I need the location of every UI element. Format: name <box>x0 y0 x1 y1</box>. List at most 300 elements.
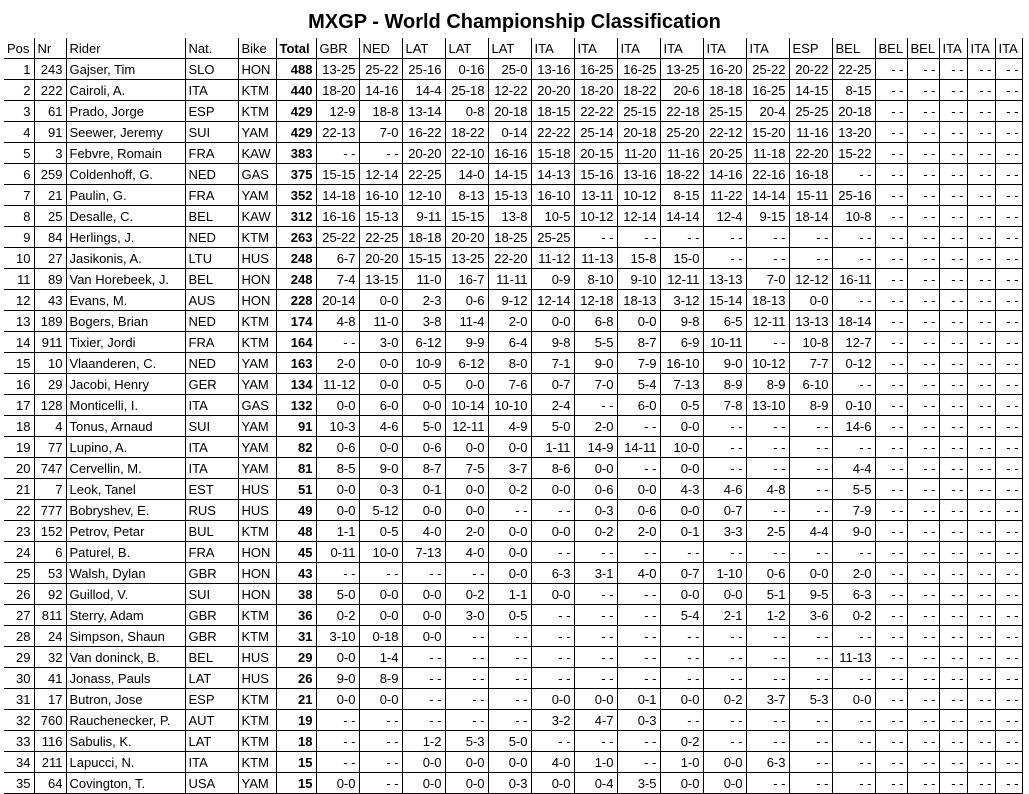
result-cell: - - <box>995 500 1022 521</box>
result-cell: 0-16 <box>445 59 488 80</box>
result-cell: - - <box>488 626 531 647</box>
result-cell: 9-9 <box>445 332 488 353</box>
result-cell: - - <box>746 668 789 689</box>
result-cell: - - <box>746 500 789 521</box>
result-cell: 8-5 <box>316 458 359 479</box>
total-cell: 352 <box>276 185 316 206</box>
position-cell: 35 <box>4 773 34 794</box>
result-cell: 8-9 <box>746 374 789 395</box>
result-cell: - - <box>617 416 660 437</box>
result-cell: 7-9 <box>617 353 660 374</box>
result-cell: 0-4 <box>574 773 617 794</box>
result-cell: 4-6 <box>359 416 402 437</box>
nation-cell: SUI <box>185 584 238 605</box>
result-cell: - - <box>832 437 875 458</box>
result-cell: - - <box>995 773 1022 794</box>
result-cell: 14-14 <box>660 206 703 227</box>
result-cell: 0-0 <box>703 752 746 773</box>
bike-cell: KTM <box>238 311 276 332</box>
result-cell: - - <box>316 752 359 773</box>
result-cell: 10-14 <box>445 395 488 416</box>
table-row <box>4 437 1022 458</box>
table-row <box>4 542 1022 563</box>
result-cell: 18-14 <box>789 206 832 227</box>
result-cell: - - <box>402 668 445 689</box>
bike-cell: YAM <box>238 122 276 143</box>
result-cell: 0-0 <box>402 500 445 521</box>
result-cell: 10-11 <box>703 332 746 353</box>
result-cell: - - <box>939 227 967 248</box>
result-cell: 4-0 <box>531 752 574 773</box>
result-cell: - - <box>875 416 907 437</box>
result-cell: 20-20 <box>359 248 402 269</box>
result-cell: 0-0 <box>316 479 359 500</box>
nation-cell: NED <box>185 164 238 185</box>
result-cell: 0-0 <box>789 290 832 311</box>
result-cell: - - <box>832 668 875 689</box>
rider-cell: Van doninck, B. <box>66 647 185 668</box>
nation-cell: ITA <box>185 395 238 416</box>
result-cell: - - <box>660 227 703 248</box>
result-cell: - - <box>939 206 967 227</box>
result-cell: 22-16 <box>746 164 789 185</box>
result-cell: 10-9 <box>402 353 445 374</box>
result-cell: - - <box>617 605 660 626</box>
table-row <box>4 143 1022 164</box>
result-cell: - - <box>995 542 1022 563</box>
result-cell: 13-15 <box>359 269 402 290</box>
rider-cell: Paturel, B. <box>66 542 185 563</box>
number-cell: 222 <box>34 80 66 101</box>
number-cell: 811 <box>34 605 66 626</box>
total-cell: 163 <box>276 353 316 374</box>
result-cell: 0-5 <box>402 374 445 395</box>
result-cell: 7-0 <box>574 374 617 395</box>
result-cell: - - <box>967 185 995 206</box>
result-cell: - - <box>488 647 531 668</box>
result-cell: 16-10 <box>359 185 402 206</box>
result-cell: - - <box>995 752 1022 773</box>
result-cell: 0-0 <box>445 374 488 395</box>
number-cell: 61 <box>34 101 66 122</box>
bike-cell: HON <box>238 290 276 311</box>
result-cell: 15-20 <box>746 122 789 143</box>
result-cell: - - <box>907 731 939 752</box>
result-cell: - - <box>789 542 832 563</box>
result-cell: 2-0 <box>316 353 359 374</box>
result-cell: 0-0 <box>617 479 660 500</box>
result-cell: 4-3 <box>660 479 703 500</box>
total-cell: 174 <box>276 311 316 332</box>
result-cell: 1-2 <box>402 731 445 752</box>
result-cell: 25-15 <box>703 101 746 122</box>
result-cell: 22-20 <box>488 248 531 269</box>
result-cell: 20-14 <box>316 290 359 311</box>
result-cell: 0-10 <box>832 395 875 416</box>
number-cell: 84 <box>34 227 66 248</box>
result-cell: - - <box>402 563 445 584</box>
result-cell: 4-6 <box>703 479 746 500</box>
result-cell: - - <box>359 143 402 164</box>
result-cell: 0-0 <box>359 689 402 710</box>
rider-cell: Desalle, C. <box>66 206 185 227</box>
rider-cell: Evans, M. <box>66 290 185 311</box>
number-cell: 89 <box>34 269 66 290</box>
column-header: ITA <box>703 38 746 59</box>
table-row <box>4 752 1022 773</box>
result-cell: - - <box>789 710 832 731</box>
result-cell: - - <box>907 101 939 122</box>
number-cell: 911 <box>34 332 66 353</box>
result-cell: - - <box>875 773 907 794</box>
result-cell: 3-12 <box>660 290 703 311</box>
result-cell: 20-18 <box>488 101 531 122</box>
result-cell: - - <box>617 626 660 647</box>
result-cell: 15-15 <box>402 248 445 269</box>
result-cell: 0-0 <box>359 353 402 374</box>
rider-cell: Walsh, Dylan <box>66 563 185 584</box>
result-cell: - - <box>832 164 875 185</box>
nation-cell: ESP <box>185 689 238 710</box>
rider-cell: Butron, Jose <box>66 689 185 710</box>
result-cell: 10-8 <box>789 332 832 353</box>
total-cell: 45 <box>276 542 316 563</box>
bike-cell: KTM <box>238 101 276 122</box>
nation-cell: ITA <box>185 458 238 479</box>
result-cell: 0-14 <box>488 122 531 143</box>
result-cell: - - <box>875 710 907 731</box>
bike-cell: HUS <box>238 647 276 668</box>
result-cell: 1-11 <box>531 437 574 458</box>
result-cell: 25-20 <box>660 122 703 143</box>
result-cell: 25-22 <box>746 59 789 80</box>
result-cell: - - <box>995 647 1022 668</box>
total-cell: 164 <box>276 332 316 353</box>
bike-cell: YAM <box>238 353 276 374</box>
result-cell: 9-15 <box>746 206 789 227</box>
result-cell: 12-14 <box>531 290 574 311</box>
result-cell: - - <box>574 626 617 647</box>
result-cell: 8-6 <box>531 458 574 479</box>
result-cell: - - <box>939 353 967 374</box>
result-cell: 22-12 <box>703 122 746 143</box>
result-cell: - - <box>939 80 967 101</box>
result-cell: 0-0 <box>445 500 488 521</box>
result-cell: 0-0 <box>617 311 660 332</box>
table-row <box>4 59 1022 80</box>
rider-cell: Tixier, Jordi <box>66 332 185 353</box>
nation-cell: BEL <box>185 647 238 668</box>
result-cell: - - <box>789 479 832 500</box>
result-cell: 20-22 <box>789 59 832 80</box>
result-cell: 16-10 <box>660 353 703 374</box>
total-cell: 228 <box>276 290 316 311</box>
position-cell: 16 <box>4 374 34 395</box>
number-cell: 760 <box>34 710 66 731</box>
result-cell: - - <box>939 143 967 164</box>
result-cell: 0-6 <box>746 563 789 584</box>
result-cell: 2-1 <box>703 605 746 626</box>
result-cell: - - <box>995 416 1022 437</box>
result-cell: - - <box>967 353 995 374</box>
result-cell: 16-10 <box>531 185 574 206</box>
result-cell: 4-9 <box>488 416 531 437</box>
result-cell: - - <box>907 773 939 794</box>
result-cell: - - <box>995 584 1022 605</box>
column-header: ITA <box>531 38 574 59</box>
total-cell: 26 <box>276 668 316 689</box>
result-cell: - - <box>995 80 1022 101</box>
position-cell: 9 <box>4 227 34 248</box>
result-cell: 22-25 <box>359 227 402 248</box>
position-cell: 29 <box>4 647 34 668</box>
result-cell: - - <box>617 584 660 605</box>
result-cell: 0-0 <box>660 500 703 521</box>
result-cell: 9-8 <box>660 311 703 332</box>
table-row <box>4 332 1022 353</box>
result-cell: - - <box>907 122 939 143</box>
result-cell: - - <box>939 311 967 332</box>
result-cell: 0-0 <box>402 605 445 626</box>
result-cell: - - <box>875 395 907 416</box>
table-row <box>4 395 1022 416</box>
result-cell: 0-2 <box>316 605 359 626</box>
result-cell: 12-9 <box>316 101 359 122</box>
rider-cell: Seewer, Jeremy <box>66 122 185 143</box>
result-cell: 3-6 <box>789 605 832 626</box>
result-cell: 18-14 <box>832 311 875 332</box>
result-cell: 8-13 <box>445 185 488 206</box>
result-cell: 0-2 <box>574 521 617 542</box>
result-cell: 11-11 <box>488 269 531 290</box>
result-cell: 18-13 <box>617 290 660 311</box>
position-cell: 17 <box>4 395 34 416</box>
result-cell: 15-18 <box>531 143 574 164</box>
result-cell: - - <box>939 458 967 479</box>
result-cell: 0-0 <box>402 395 445 416</box>
bike-cell: HUS <box>238 248 276 269</box>
result-cell: - - <box>789 248 832 269</box>
result-cell: 16-25 <box>746 80 789 101</box>
result-cell: 0-0 <box>531 311 574 332</box>
result-cell: 0-0 <box>660 416 703 437</box>
result-cell: 7-13 <box>402 542 445 563</box>
result-cell: - - <box>939 416 967 437</box>
result-cell: 13-25 <box>660 59 703 80</box>
result-cell: - - <box>967 101 995 122</box>
column-header: ITA <box>617 38 660 59</box>
table-row <box>4 416 1022 437</box>
result-cell: 11-0 <box>402 269 445 290</box>
table-row <box>4 227 1022 248</box>
result-cell: 1-10 <box>703 563 746 584</box>
result-cell: 2-4 <box>531 395 574 416</box>
result-cell: - - <box>875 227 907 248</box>
result-cell: - - <box>907 185 939 206</box>
bike-cell: KTM <box>238 731 276 752</box>
result-cell: 3-3 <box>703 521 746 542</box>
result-cell: - - <box>359 563 402 584</box>
nation-cell: SLO <box>185 59 238 80</box>
result-cell: 1-4 <box>359 647 402 668</box>
result-cell: - - <box>967 710 995 731</box>
result-cell: - - <box>703 248 746 269</box>
result-cell: 0-0 <box>359 584 402 605</box>
result-cell: - - <box>939 626 967 647</box>
bike-cell: YAM <box>238 374 276 395</box>
result-cell: - - <box>316 332 359 353</box>
result-cell: - - <box>832 542 875 563</box>
result-cell: - - <box>875 59 907 80</box>
result-cell: 7-1 <box>531 353 574 374</box>
total-cell: 82 <box>276 437 316 458</box>
table-row <box>4 164 1022 185</box>
rider-cell: Febvre, Romain <box>66 143 185 164</box>
result-cell: 0-0 <box>316 500 359 521</box>
result-cell: - - <box>907 374 939 395</box>
result-cell: 4-4 <box>832 458 875 479</box>
result-cell: 22-25 <box>832 59 875 80</box>
result-cell: - - <box>703 416 746 437</box>
rider-cell: Jasikonis, A. <box>66 248 185 269</box>
result-cell: 0-3 <box>617 710 660 731</box>
result-cell: - - <box>660 542 703 563</box>
result-cell: 3-5 <box>617 773 660 794</box>
result-cell: - - <box>746 710 789 731</box>
nation-cell: SUI <box>185 416 238 437</box>
result-cell: - - <box>832 290 875 311</box>
result-cell: 0-0 <box>531 521 574 542</box>
result-cell: 0-0 <box>316 395 359 416</box>
result-cell: 0-0 <box>316 689 359 710</box>
result-cell: - - <box>875 80 907 101</box>
result-cell: - - <box>875 206 907 227</box>
total-cell: 375 <box>276 164 316 185</box>
number-cell: 25 <box>34 206 66 227</box>
result-cell: - - <box>907 227 939 248</box>
table-row <box>4 80 1022 101</box>
result-cell: 16-20 <box>703 59 746 80</box>
table-row <box>4 500 1022 521</box>
result-cell: 14-15 <box>789 80 832 101</box>
result-cell: - - <box>967 689 995 710</box>
column-header: Total <box>276 38 316 59</box>
table-row <box>4 479 1022 500</box>
rider-cell: Sabulis, K. <box>66 731 185 752</box>
nation-cell: NED <box>185 227 238 248</box>
result-cell: 8-9 <box>359 668 402 689</box>
table-row <box>4 773 1022 794</box>
result-cell: - - <box>907 164 939 185</box>
total-cell: 488 <box>276 59 316 80</box>
result-cell: - - <box>939 374 967 395</box>
result-cell: - - <box>445 668 488 689</box>
position-cell: 14 <box>4 332 34 353</box>
result-cell: - - <box>445 647 488 668</box>
number-cell: 29 <box>34 374 66 395</box>
number-cell: 41 <box>34 668 66 689</box>
number-cell: 777 <box>34 500 66 521</box>
column-header: BEL <box>832 38 875 59</box>
result-cell: 12-14 <box>359 164 402 185</box>
result-cell: - - <box>907 437 939 458</box>
result-cell: 6-4 <box>488 332 531 353</box>
result-cell: 3-7 <box>746 689 789 710</box>
result-cell: - - <box>995 437 1022 458</box>
nation-cell: GBR <box>185 563 238 584</box>
bike-cell: HON <box>238 584 276 605</box>
result-cell: 2-0 <box>617 521 660 542</box>
result-cell: 0-5 <box>488 605 531 626</box>
result-cell: - - <box>617 227 660 248</box>
table-row <box>4 458 1022 479</box>
result-cell: - - <box>995 668 1022 689</box>
result-cell: - - <box>703 437 746 458</box>
result-cell: 0-1 <box>660 521 703 542</box>
result-cell: - - <box>875 101 907 122</box>
result-cell: 5-0 <box>316 584 359 605</box>
table-row <box>4 101 1022 122</box>
result-cell: - - <box>995 332 1022 353</box>
result-cell: - - <box>995 206 1022 227</box>
position-cell: 22 <box>4 500 34 521</box>
number-cell: 27 <box>34 248 66 269</box>
result-cell: 0-0 <box>316 773 359 794</box>
result-cell: - - <box>488 668 531 689</box>
result-cell: 10-8 <box>832 206 875 227</box>
total-cell: 440 <box>276 80 316 101</box>
result-cell: - - <box>875 500 907 521</box>
number-cell: 116 <box>34 731 66 752</box>
result-cell: - - <box>939 395 967 416</box>
bike-cell: KTM <box>238 689 276 710</box>
result-cell: - - <box>703 668 746 689</box>
table-row <box>4 584 1022 605</box>
result-cell: - - <box>445 710 488 731</box>
bike-cell: KTM <box>238 710 276 731</box>
column-header: BEL <box>907 38 939 59</box>
result-cell: - - <box>746 248 789 269</box>
result-cell: 9-0 <box>359 458 402 479</box>
result-cell: - - <box>531 668 574 689</box>
result-cell: 16-16 <box>316 206 359 227</box>
result-cell: 0-0 <box>402 626 445 647</box>
result-cell: 0-0 <box>359 290 402 311</box>
total-cell: 21 <box>276 689 316 710</box>
result-cell: 11-12 <box>316 374 359 395</box>
column-header: Pos <box>4 38 34 59</box>
nation-cell: AUT <box>185 710 238 731</box>
position-cell: 11 <box>4 269 34 290</box>
result-cell: - - <box>939 668 967 689</box>
result-cell: 0-0 <box>832 689 875 710</box>
total-cell: 81 <box>276 458 316 479</box>
column-header: ITA <box>995 38 1022 59</box>
result-cell: 15-16 <box>574 164 617 185</box>
result-cell: 13-25 <box>316 59 359 80</box>
result-cell: 25-25 <box>531 227 574 248</box>
total-cell: 19 <box>276 710 316 731</box>
result-cell: 7-13 <box>660 374 703 395</box>
result-cell: - - <box>967 500 995 521</box>
table-row <box>4 710 1022 731</box>
position-cell: 28 <box>4 626 34 647</box>
rider-cell: Lapucci, N. <box>66 752 185 773</box>
result-cell: 12-4 <box>703 206 746 227</box>
result-cell: - - <box>789 752 832 773</box>
result-cell: 0-5 <box>359 521 402 542</box>
result-cell: - - <box>789 668 832 689</box>
